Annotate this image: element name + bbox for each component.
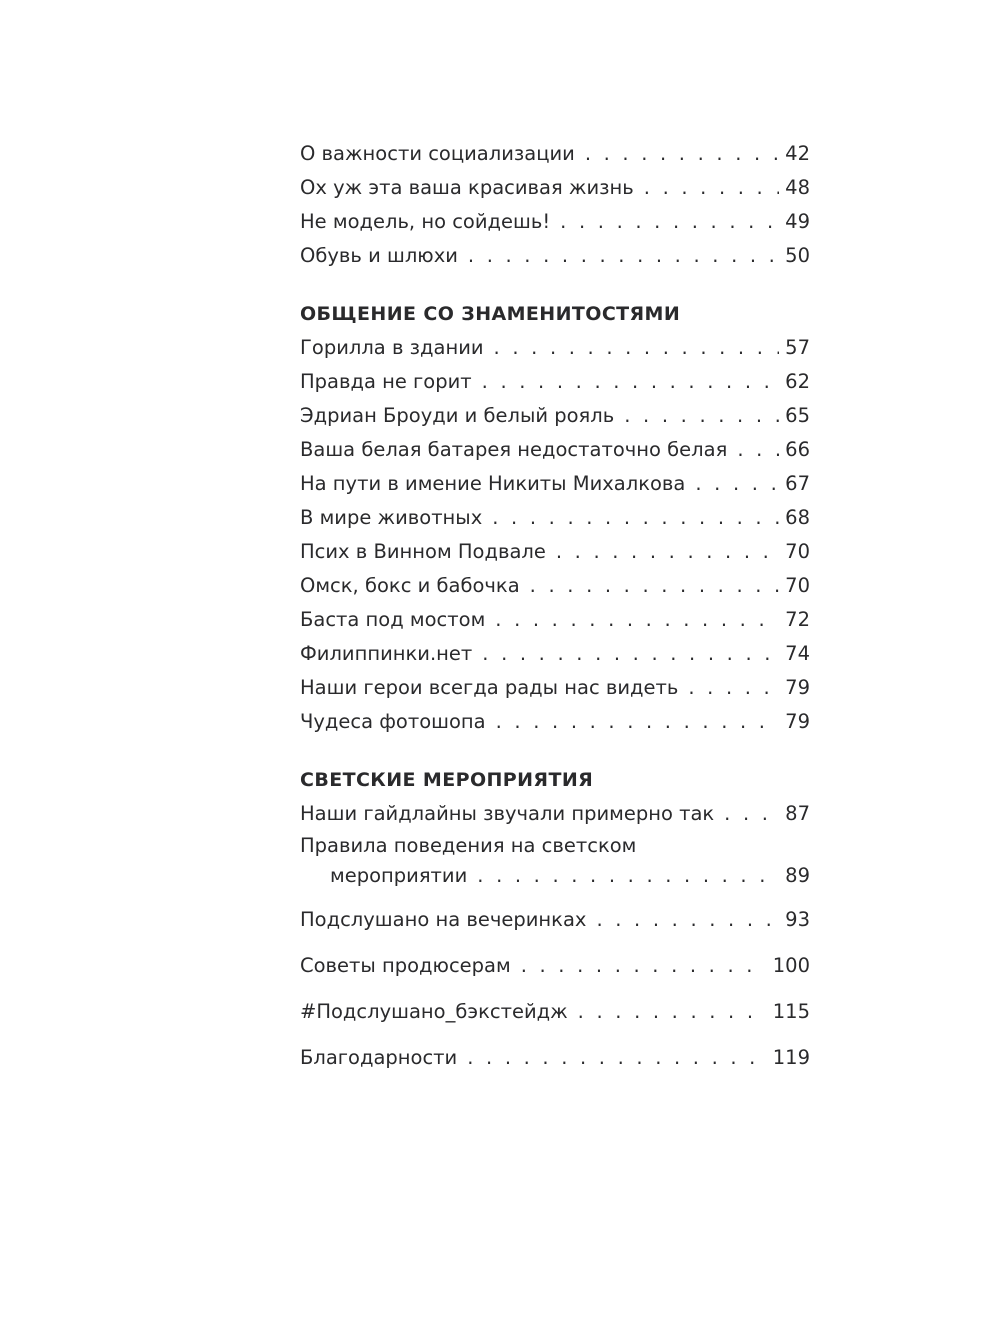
toc-entry-title: Обувь и шлюхи (300, 244, 458, 267)
toc-entry-title: #Подслушано_бэкстейдж (300, 1000, 568, 1023)
dot-leader (477, 861, 779, 891)
toc-entry-title: Ваша белая батарея недостаточно белая (300, 438, 728, 461)
toc-entry[interactable] (300, 949, 810, 983)
dot-leader (688, 671, 779, 705)
toc-entry-page: 67 (785, 472, 810, 495)
dot-leader (468, 239, 779, 273)
toc-entry[interactable] (300, 467, 810, 501)
toc-entry-continuation (300, 861, 810, 891)
toc-entry-title-line1: Правила поведения на светском (300, 834, 637, 857)
toc-entry-title: Филиппинки.нет (300, 642, 473, 665)
toc-entry-title: Правда не горит (300, 370, 472, 393)
dot-leader (494, 331, 780, 365)
toc-entry-title: Омск, бокс и бабочка (300, 574, 520, 597)
toc-entry-title: Наши гайдлайны звучали примерно так (300, 802, 715, 825)
dot-leader (496, 705, 780, 739)
toc-entry[interactable] (300, 239, 810, 273)
toc-entry[interactable] (300, 903, 810, 937)
dot-leader (560, 205, 779, 239)
toc-entry-title: О важности социализации (300, 142, 575, 165)
dot-leader (624, 399, 779, 433)
toc-entry[interactable] (300, 433, 810, 467)
toc-entry-page: 70 (785, 574, 810, 597)
toc-entry-title: Благодарности (300, 1046, 458, 1069)
toc-entry-title: На пути в имение Никиты Михалкова (300, 472, 686, 495)
section-heading: СВЕТСКИЕ МЕРОПРИЯТИЯ (300, 769, 594, 791)
dot-leader (495, 603, 779, 637)
toc-entry[interactable] (300, 569, 810, 603)
dot-leader (492, 501, 779, 535)
toc-entry-page: 70 (785, 540, 810, 563)
toc-entry-title: Эдриан Броуди и белый рояль (300, 404, 615, 427)
toc-entry-title: Наши герои всегда рады нас видеть (300, 676, 679, 699)
toc-entry-multiline[interactable] (300, 831, 810, 891)
toc-entry[interactable] (300, 705, 810, 739)
dot-leader (585, 137, 779, 171)
toc-entry[interactable] (300, 603, 810, 637)
dot-leader (578, 995, 767, 1029)
toc-entry-page: 74 (785, 642, 810, 665)
toc-entry-title: Псих в Винном Подвале (300, 540, 546, 563)
toc-entry[interactable] (300, 365, 810, 399)
toc-entry-page: 79 (785, 676, 810, 699)
toc-entry-title: Советы продюсерам (300, 954, 511, 977)
toc-entry-title: Не модель, но сойдешь! (300, 210, 551, 233)
dot-leader (596, 903, 779, 937)
toc-entry[interactable] (300, 171, 810, 205)
dot-leader (521, 949, 767, 983)
toc-entry[interactable] (300, 535, 810, 569)
toc-entry[interactable] (300, 137, 810, 171)
toc-entry-title: В мире животных (300, 506, 483, 529)
toc-entry-page: 42 (785, 142, 810, 165)
toc-entry-page: 93 (785, 908, 810, 931)
dot-leader (530, 569, 780, 603)
toc-entry-title: Баста под мостом (300, 608, 486, 631)
toc-entry-title: Подслушано на вечеринках (300, 908, 587, 931)
toc-entry-page: 100 (772, 954, 810, 977)
dot-leader (724, 797, 779, 831)
toc-entry-title: Чудеса фотошопа (300, 710, 486, 733)
toc-entry[interactable] (300, 995, 810, 1029)
toc-entry-page: 115 (772, 1000, 810, 1023)
toc-entry-page: 68 (785, 506, 810, 529)
toc-entry-page: 65 (785, 404, 810, 427)
toc-entry-page: 48 (785, 176, 810, 199)
toc-entry[interactable] (300, 501, 810, 535)
dot-leader (482, 637, 779, 671)
toc-entry[interactable] (300, 671, 810, 705)
toc-entry-page: 66 (785, 438, 810, 461)
toc-entry-title: Ох уж эта ваша красивая жизнь (300, 176, 634, 199)
toc-entry-page: 79 (785, 710, 810, 733)
toc-entry-page: 119 (772, 1046, 810, 1069)
toc-entry-page: 50 (785, 244, 810, 267)
table-of-contents (300, 137, 810, 1075)
toc-entry-page: 72 (785, 608, 810, 631)
toc-entry[interactable] (300, 331, 810, 365)
toc-entry-page: 87 (785, 802, 810, 825)
toc-entry-page: 49 (785, 210, 810, 233)
toc-entry[interactable] (300, 205, 810, 239)
section-heading: ОБЩЕНИЕ СО ЗНАМЕНИТОСТЯМИ (300, 303, 681, 325)
dot-leader (467, 1041, 767, 1075)
toc-entry-page: 57 (785, 336, 810, 359)
dot-leader (644, 171, 779, 205)
toc-entry-title-line2: мероприятии (330, 864, 468, 887)
dot-leader (556, 535, 779, 569)
toc-entry[interactable] (300, 637, 810, 671)
toc-entry[interactable] (300, 797, 810, 831)
dot-leader (482, 365, 780, 399)
toc-entry-page: 62 (785, 370, 810, 393)
toc-entry-page: 89 (785, 864, 810, 887)
dot-leader (737, 433, 779, 467)
toc-entry[interactable] (300, 1041, 810, 1075)
toc-entry[interactable] (300, 399, 810, 433)
toc-entry-title: Горилла в здании (300, 336, 484, 359)
dot-leader (695, 467, 779, 501)
